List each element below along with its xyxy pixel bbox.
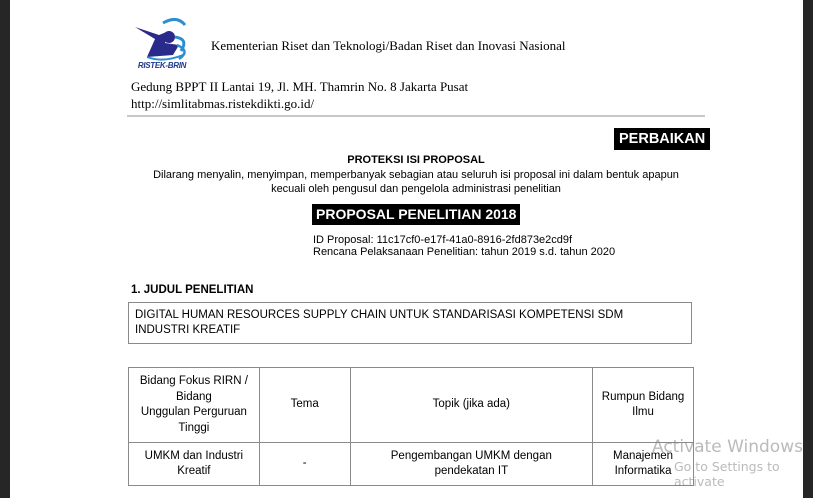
website-url: http://simlitabmas.ristekdikti.go.id/ <box>131 96 315 111</box>
research-title-line2: INDUSTRI KREATIF <box>135 324 241 336</box>
header-text: Tinggi <box>178 421 210 434</box>
cell-text: pendekatan IT <box>434 465 509 477</box>
header-text: Bidang Fokus RIRN / <box>139 375 248 387</box>
ristek-brin-emblem-icon <box>133 17 191 63</box>
header-text: Ilmu <box>632 406 654 418</box>
cell-text: Manajemen <box>612 449 674 462</box>
research-schedule: Rencana Pelaksanaan Penelitian: tahun 2019 s.d. tahun 2020 <box>313 246 616 258</box>
watermark-line1: Activate Windows <box>652 437 803 457</box>
status-badge: PERBAIKAN <box>614 128 710 150</box>
protection-text-line2: kecuali oleh pengusul dan pengelola administrasi penelitian <box>271 183 561 195</box>
research-title-box <box>128 302 692 344</box>
research-title-line1: DIGITAL HUMAN RESOURCES SUPPLY CHAIN UNTUK STANDARISASI KOMPETENSI SDM <box>135 309 624 321</box>
cell-tema <box>259 443 350 486</box>
viewer-left-edge <box>0 0 10 498</box>
header-text: Tema <box>290 398 319 411</box>
protection-text-line1: Dilarang menyalin, menyimpan, memperbanyak sebagian atau seluruh isi proposal ini dalam bentuk apapun <box>153 169 679 181</box>
header-bidang-fokus <box>129 368 260 443</box>
cell-text: - <box>302 457 307 470</box>
table-header-row <box>129 368 694 443</box>
cell-text: Informatika <box>614 465 672 477</box>
header-text: Bidang <box>175 390 212 403</box>
logo-text: RISTEK-BRIN <box>137 61 187 70</box>
cell-text: Pengembangan UMKM dengan <box>390 449 552 462</box>
header-topik <box>350 368 593 443</box>
header-tema <box>259 368 350 443</box>
proposal-id: ID Proposal: 11c17cf0-e17f-41a0-8916-2fd873e2cd9f <box>313 234 573 246</box>
header-rumpun-bidang <box>593 368 694 443</box>
rirn-table <box>128 367 694 486</box>
cell-bidang-fokus <box>129 443 260 486</box>
ristek-brin-logo <box>133 17 191 73</box>
header-text: Topik (jika ada) <box>432 398 510 411</box>
header-text: Rumpun Bidang <box>601 390 685 403</box>
protection-title: PROTEKSI ISI PROPOSAL <box>347 154 485 166</box>
proposal-title: PROPOSAL PENELITIAN 2018 <box>312 204 520 225</box>
cell-text: UMKM dan Industri <box>144 449 244 462</box>
viewer-right-edge <box>803 0 813 498</box>
activation-watermark <box>652 437 813 489</box>
cell-topik <box>350 443 593 486</box>
cell-text: Kreatif <box>177 465 211 477</box>
address: Gedung BPPT II Lantai 19, Jl. MH. Thamrin No. 8 Jakarta Pusat <box>131 79 469 94</box>
header-text: Unggulan Perguruan <box>140 406 247 418</box>
ministry-name: Kementerian Riset dan Teknologi/Badan Riset dan Inovasi Nasional <box>211 38 566 53</box>
table-row <box>129 443 694 486</box>
section-heading-judul: 1. JUDUL PENELITIAN <box>131 284 254 296</box>
watermark-line2: Go to Settings to activate <box>674 459 780 489</box>
header-divider <box>127 115 705 117</box>
